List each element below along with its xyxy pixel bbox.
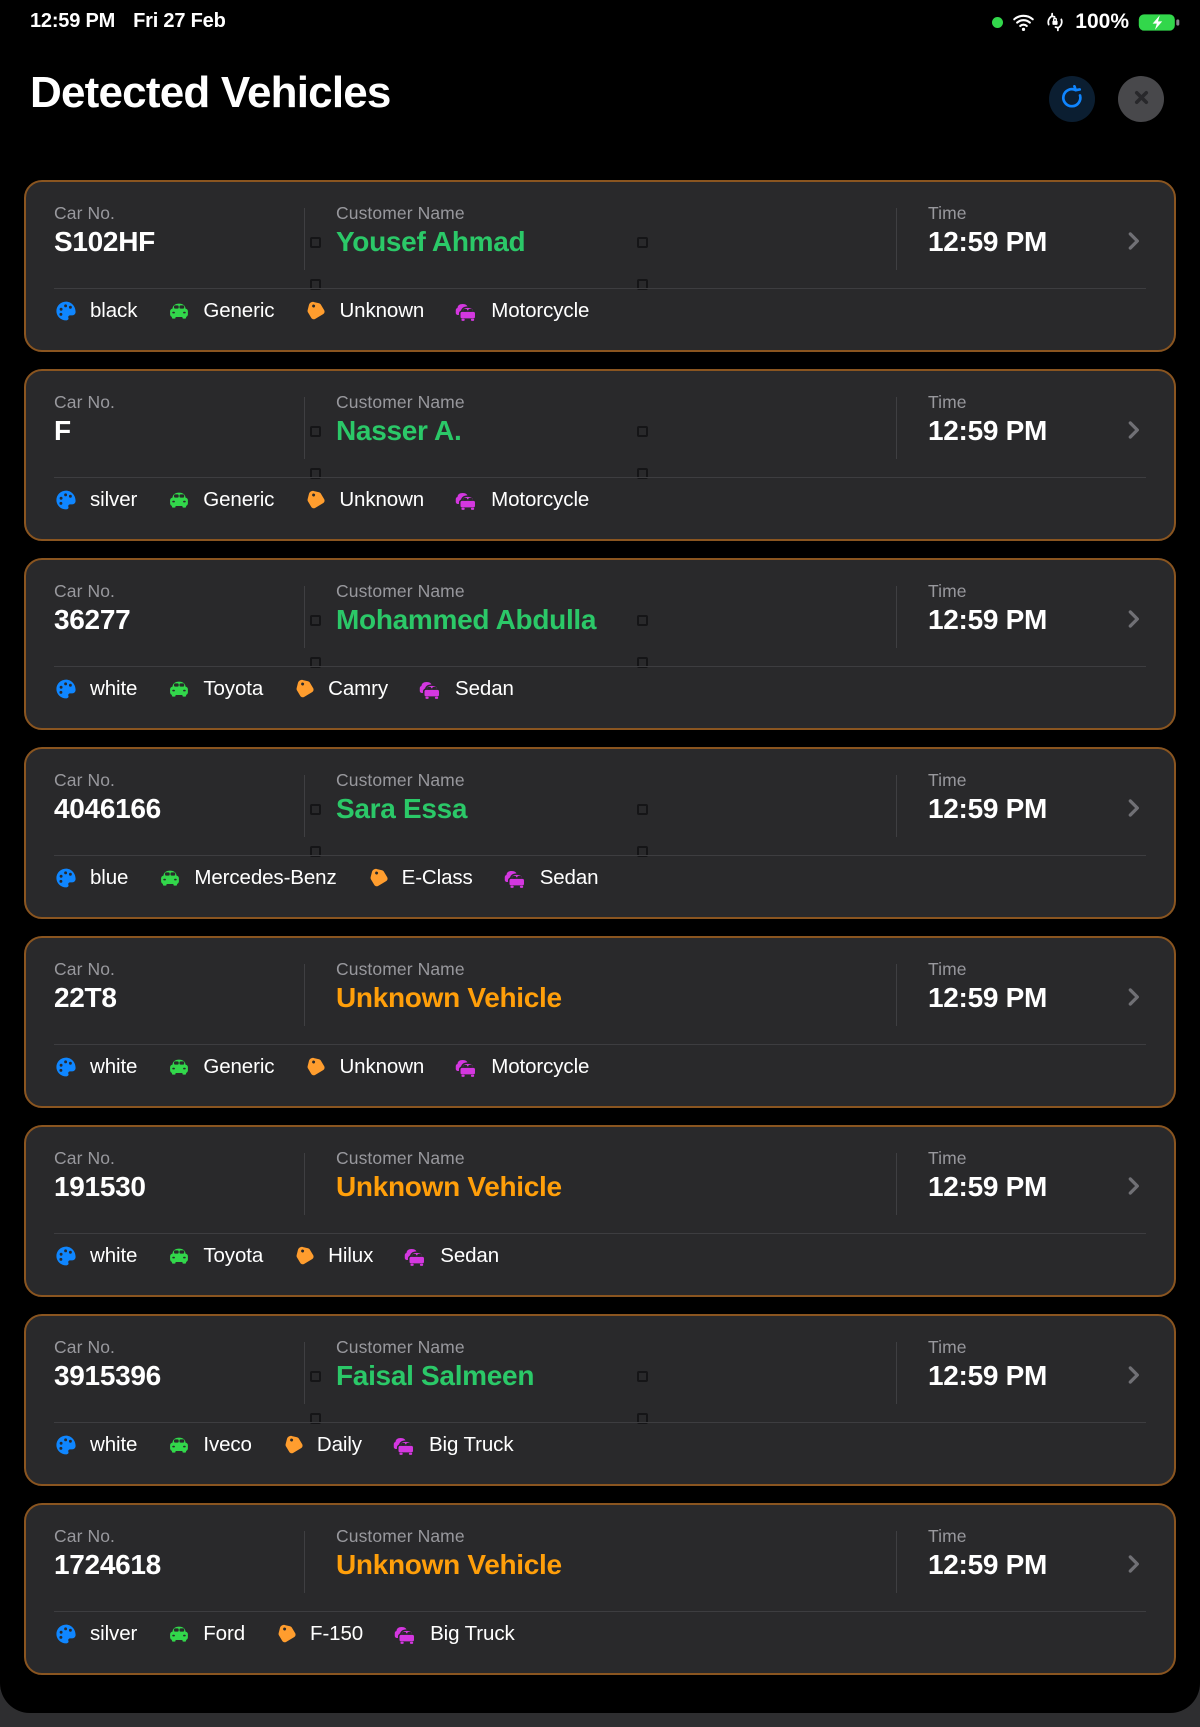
vehicle-color: black (90, 299, 138, 322)
vehicle-make: Mercedes-Benz (194, 866, 337, 889)
car-icon (167, 1622, 191, 1646)
vehicle-color-item (54, 1433, 137, 1457)
vehicle-type-icon (454, 1055, 479, 1080)
status-left (30, 10, 226, 33)
customer-name-value: Sara Essa (336, 793, 468, 824)
vehicle-type-item (503, 866, 599, 891)
status-time: 12:59 PM (30, 10, 116, 32)
palette-icon (54, 1433, 78, 1457)
car-icon (158, 866, 182, 890)
vehicle-make: Toyota (203, 1244, 264, 1267)
vehicle-type-icon (393, 1622, 418, 1647)
palette-icon (54, 1055, 78, 1079)
column-divider (304, 964, 305, 1026)
tag-icon (304, 300, 327, 323)
image-placeholder (310, 804, 321, 815)
vehicle-type-item (454, 1055, 589, 1080)
vehicle-card[interactable] (24, 558, 1176, 730)
customer-name-value: Unknown Vehicle (336, 1549, 562, 1580)
column-divider (896, 1342, 897, 1404)
customer-name-value: Unknown Vehicle (336, 982, 562, 1013)
customer-name-label: Customer Name (336, 581, 465, 601)
vehicle-meta-row (54, 1618, 515, 1650)
vehicle-model-item (304, 488, 424, 512)
car-icon (167, 299, 191, 323)
vehicle-card[interactable] (24, 747, 1176, 919)
close-icon (1129, 85, 1154, 113)
time-label: Time (928, 959, 967, 979)
column-divider (304, 1531, 305, 1593)
vehicle-type: Sedan (440, 1244, 500, 1267)
column-divider (896, 208, 897, 270)
car-no-label: Car No. (54, 959, 115, 979)
tag-icon (304, 489, 327, 512)
vehicle-meta-row (54, 1051, 589, 1083)
vehicle-card[interactable] (24, 1314, 1176, 1486)
vehicle-color: silver (90, 488, 138, 511)
vehicle-make: Generic (203, 1055, 275, 1078)
vehicle-make-item (167, 1244, 263, 1268)
vehicle-type: Motorcycle (491, 1055, 590, 1078)
vehicle-make: Generic (203, 488, 275, 511)
time-label: Time (928, 581, 967, 601)
vehicle-type: Sedan (455, 677, 514, 700)
chevron-right-icon (1120, 984, 1146, 1015)
column-divider (896, 775, 897, 837)
time-label: Time (928, 392, 967, 412)
image-placeholder (637, 237, 648, 248)
refresh-icon (1058, 84, 1086, 115)
image-placeholder (310, 426, 321, 437)
vehicle-make: Ford (203, 1622, 246, 1645)
row-divider (54, 288, 1146, 289)
row-divider (54, 1233, 1146, 1234)
image-placeholder (637, 804, 648, 815)
vehicle-type-item (454, 488, 589, 513)
vehicle-type-item (403, 1244, 499, 1269)
vehicle-model-item (293, 1244, 373, 1268)
car-no-label: Car No. (54, 770, 115, 790)
customer-name-value: Faisal Salmeen (336, 1360, 535, 1391)
tag-icon (282, 1434, 305, 1457)
tag-icon (367, 867, 390, 890)
time-label: Time (928, 203, 967, 223)
chevron-right-icon (1120, 606, 1146, 637)
vehicle-type-icon (392, 1433, 417, 1458)
customer-name-value: Mohammed Abdulla (336, 604, 597, 635)
chevron-right-icon (1120, 228, 1146, 259)
column-divider (896, 964, 897, 1026)
palette-icon (54, 866, 78, 890)
vehicle-type-item (454, 299, 589, 324)
vehicle-color: white (90, 1244, 138, 1267)
vehicle-model: Unknown (339, 299, 425, 322)
vehicle-model-item (304, 299, 424, 323)
car-no-value: 191530 (54, 1171, 146, 1202)
customer-name-label: Customer Name (336, 1526, 465, 1546)
image-placeholder (637, 1371, 648, 1382)
vehicle-type-icon (503, 866, 528, 891)
vehicle-meta-row (54, 484, 589, 516)
vehicle-make-item (167, 1433, 252, 1457)
vehicle-color-item (54, 299, 137, 323)
vehicle-meta-row (54, 295, 589, 327)
vehicle-color-item (54, 1622, 137, 1646)
vehicle-type-icon (454, 488, 479, 513)
refresh-button[interactable] (1049, 76, 1095, 122)
time-value: 12:59 PM (928, 415, 1047, 446)
column-divider (896, 586, 897, 648)
column-divider (896, 1153, 897, 1215)
vehicle-meta-row (54, 673, 514, 705)
vehicle-model-item (304, 1055, 424, 1079)
car-no-value: 36277 (54, 604, 131, 635)
vehicle-color: silver (90, 1622, 138, 1645)
column-divider (304, 208, 305, 270)
vehicle-type: Big Truck (430, 1622, 515, 1645)
vehicle-make: Toyota (203, 677, 264, 700)
tag-icon (304, 1056, 327, 1079)
tag-icon (275, 1623, 298, 1646)
vehicle-model-item (293, 677, 388, 701)
time-value: 12:59 PM (928, 982, 1047, 1013)
vehicle-type: Motorcycle (491, 299, 590, 322)
battery-percent: 100% (1075, 10, 1129, 33)
image-placeholder (637, 615, 648, 626)
vehicle-color-item (54, 1244, 137, 1268)
vehicle-model-item (367, 866, 473, 890)
image-placeholder (310, 237, 321, 248)
vehicle-model: E-Class (401, 866, 473, 889)
time-value: 12:59 PM (928, 1360, 1047, 1391)
vehicle-make-item (167, 299, 274, 323)
car-icon (167, 1433, 191, 1457)
vehicle-card[interactable] (24, 369, 1176, 541)
vehicle-type-item (418, 677, 514, 702)
vehicle-card[interactable] (24, 180, 1176, 352)
vehicle-list (24, 180, 1176, 1692)
vehicle-make-item (167, 1622, 245, 1646)
vehicle-model-item (282, 1433, 362, 1457)
image-placeholder (310, 615, 321, 626)
rotation-lock-icon (1044, 11, 1066, 33)
row-divider (54, 855, 1146, 856)
status-bar (0, 0, 1200, 44)
palette-icon (54, 488, 78, 512)
car-no-value: 22T8 (54, 982, 117, 1013)
status-right (992, 8, 1180, 36)
time-label: Time (928, 1148, 967, 1168)
vehicle-meta-row (54, 1240, 499, 1272)
chevron-right-icon (1120, 417, 1146, 448)
vehicle-model: Daily (316, 1433, 362, 1456)
chevron-right-icon (1120, 1551, 1146, 1582)
palette-icon (54, 1622, 78, 1646)
vehicle-type-icon (454, 299, 479, 324)
green-dot-icon (992, 17, 1003, 28)
row-divider (54, 477, 1146, 478)
car-no-label: Car No. (54, 203, 115, 223)
customer-name-value: Unknown Vehicle (336, 1171, 562, 1202)
image-placeholder (637, 426, 648, 437)
battery-charging-icon (1138, 12, 1180, 33)
car-icon (167, 1244, 191, 1268)
vehicle-make: Iveco (203, 1433, 252, 1456)
vehicle-make-item (167, 488, 274, 512)
palette-icon (54, 677, 78, 701)
vehicle-meta-row (54, 862, 598, 894)
vehicle-type: Big Truck (428, 1433, 514, 1456)
car-no-label: Car No. (54, 1148, 115, 1168)
vehicle-type-item (392, 1433, 514, 1458)
vehicle-model: Unknown (339, 1055, 425, 1078)
chevron-right-icon (1120, 1173, 1146, 1204)
car-icon (167, 1055, 191, 1079)
column-divider (896, 397, 897, 459)
vehicle-color: blue (90, 866, 129, 889)
customer-name-label: Customer Name (336, 1337, 465, 1357)
car-no-label: Car No. (54, 1526, 115, 1546)
vehicle-color: white (90, 1055, 138, 1078)
palette-icon (54, 1244, 78, 1268)
customer-name-label: Customer Name (336, 1148, 465, 1168)
time-label: Time (928, 770, 967, 790)
chevron-right-icon (1120, 1362, 1146, 1393)
time-value: 12:59 PM (928, 793, 1047, 824)
car-no-label: Car No. (54, 1337, 115, 1357)
vehicle-color: white (90, 1433, 138, 1456)
header (0, 44, 1200, 180)
time-value: 12:59 PM (928, 1549, 1047, 1580)
vehicle-color-item (54, 488, 137, 512)
vehicle-card[interactable] (24, 1125, 1176, 1297)
vehicle-card[interactable] (24, 936, 1176, 1108)
column-divider (304, 775, 305, 837)
page-title: Detected Vehicles (30, 68, 391, 117)
vehicle-model: Unknown (339, 488, 425, 511)
vehicle-type-item (393, 1622, 515, 1647)
vehicle-type-icon (403, 1244, 428, 1269)
car-no-value: 4046166 (54, 793, 161, 824)
vehicle-make-item (158, 866, 336, 890)
car-icon (167, 488, 191, 512)
vehicle-color-item (54, 677, 137, 701)
close-button[interactable] (1118, 76, 1164, 122)
vehicle-meta-row (54, 1429, 513, 1461)
vehicle-make-item (167, 1055, 274, 1079)
row-divider (54, 1611, 1146, 1612)
time-label: Time (928, 1337, 967, 1357)
car-no-value: 1724618 (54, 1549, 161, 1580)
tag-icon (293, 1245, 316, 1268)
time-value: 12:59 PM (928, 226, 1047, 257)
row-divider (54, 1044, 1146, 1045)
column-divider (304, 397, 305, 459)
car-no-value: 3915396 (54, 1360, 161, 1391)
vehicle-type: Sedan (539, 866, 599, 889)
vehicle-type: Motorcycle (491, 488, 590, 511)
vehicle-model: Camry (328, 677, 389, 700)
vehicle-model: Hilux (328, 1244, 374, 1267)
vehicle-make-item (167, 677, 263, 701)
vehicle-model-item (275, 1622, 363, 1646)
column-divider (304, 586, 305, 648)
customer-name-value: Yousef Ahmad (336, 226, 526, 257)
wifi-icon (1012, 11, 1035, 34)
customer-name-label: Customer Name (336, 959, 465, 979)
time-label: Time (928, 1526, 967, 1546)
vehicle-make: Generic (203, 299, 275, 322)
image-placeholder (310, 1371, 321, 1382)
car-no-value: F (54, 415, 71, 446)
car-no-label: Car No. (54, 581, 115, 601)
customer-name-label: Customer Name (336, 392, 465, 412)
vehicle-type-icon (418, 677, 443, 702)
car-no-value: S102HF (54, 226, 155, 257)
vehicle-model: F-150 (310, 1622, 364, 1645)
row-divider (54, 666, 1146, 667)
time-value: 12:59 PM (928, 604, 1047, 635)
customer-name-value: Nasser A. (336, 415, 462, 446)
vehicle-color-item (54, 866, 128, 890)
vehicle-color-item (54, 1055, 137, 1079)
column-divider (896, 1531, 897, 1593)
vehicle-color: white (90, 677, 138, 700)
column-divider (304, 1153, 305, 1215)
status-date: Fri 27 Feb (133, 10, 226, 32)
customer-name-label: Customer Name (336, 203, 465, 223)
tag-icon (293, 678, 316, 701)
chevron-right-icon (1120, 795, 1146, 826)
row-divider (54, 1422, 1146, 1423)
column-divider (304, 1342, 305, 1404)
vehicle-card[interactable] (24, 1503, 1176, 1675)
car-icon (167, 677, 191, 701)
car-no-label: Car No. (54, 392, 115, 412)
customer-name-label: Customer Name (336, 770, 465, 790)
time-value: 12:59 PM (928, 1171, 1047, 1202)
palette-icon (54, 299, 78, 323)
